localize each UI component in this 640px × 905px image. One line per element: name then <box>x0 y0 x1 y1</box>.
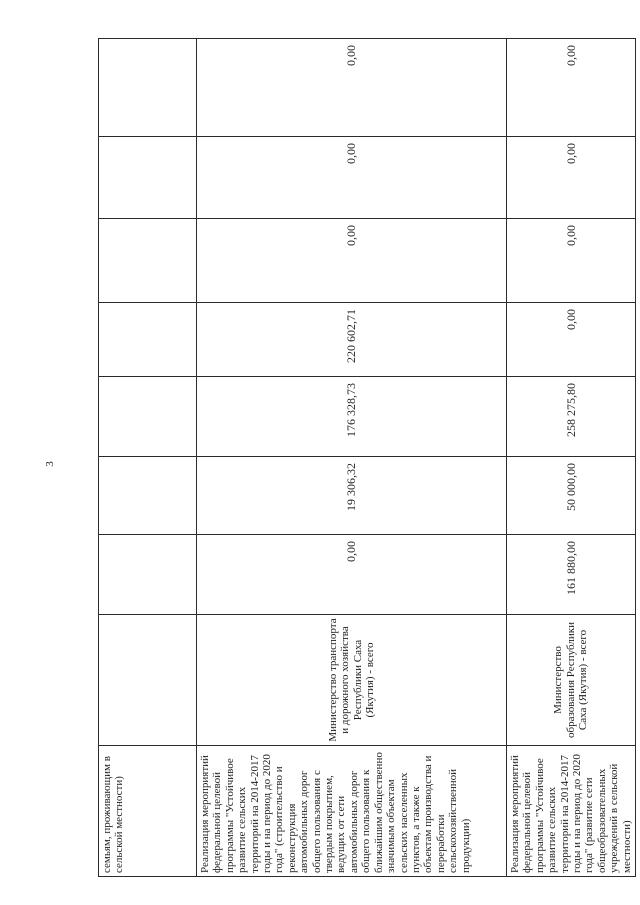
row-description: семьям, проживающим в сельской местности) <box>99 746 197 877</box>
value-cell: 0,00 <box>507 39 636 137</box>
value-cell: 176 328,73 <box>197 377 507 457</box>
value-cell <box>99 457 197 535</box>
value-cell: 0,00 <box>507 303 636 377</box>
row-description: Реализация мероприятий федеральной целевой программы "Устойчивое развитие сельских территорий на 2014-2017 годы и на период до 2020 года" (развитие сети общеобразовательных учреждений в сельской местности) <box>507 746 636 877</box>
value-cell <box>99 39 197 137</box>
value-cell: 161 880,00 <box>507 535 636 615</box>
value-cell: 0,00 <box>197 535 507 615</box>
value-cell: 19 306,32 <box>197 457 507 535</box>
row-organization <box>99 615 197 746</box>
row-organization: Министерство образования Республики Саха (Якутия) - всего <box>507 615 636 746</box>
value-cell: 0,00 <box>197 39 507 137</box>
value-cell: 50 000,00 <box>507 457 636 535</box>
value-cell <box>99 219 197 303</box>
table-row <box>197 39 507 877</box>
value-cell: 220 602,71 <box>197 303 507 377</box>
table-row <box>507 39 636 877</box>
value-cell <box>99 303 197 377</box>
budget-table-container <box>98 39 633 877</box>
value-cell: 0,00 <box>197 219 507 303</box>
page-number: 3 <box>44 461 56 467</box>
budget-table <box>98 38 636 877</box>
value-cell <box>99 137 197 219</box>
value-cell <box>99 535 197 615</box>
value-cell: 258 275,80 <box>507 377 636 457</box>
row-description: Реализация мероприятий федеральной целевой программы "Устойчивое развитие сельских территорий на 2014-2017 годы и на период до 2020 года" (строительство и реконструкция автомобильных дорог общего пользования с твердым покрытием, ведущих от сети автомобильных дорог общего пользования к ближайшим общественно значимым объектам сельских населенных пунктов, а также к объектам производства и переработки сельскохозяйственной продукции) <box>197 746 507 877</box>
value-cell: 0,00 <box>507 137 636 219</box>
value-cell: 0,00 <box>197 137 507 219</box>
value-cell <box>99 377 197 457</box>
value-cell: 0,00 <box>507 219 636 303</box>
row-organization: Министерство транспорта и дорожного хозяйства Республики Саха (Якутия) - всего <box>197 615 507 746</box>
table-row <box>99 39 197 877</box>
